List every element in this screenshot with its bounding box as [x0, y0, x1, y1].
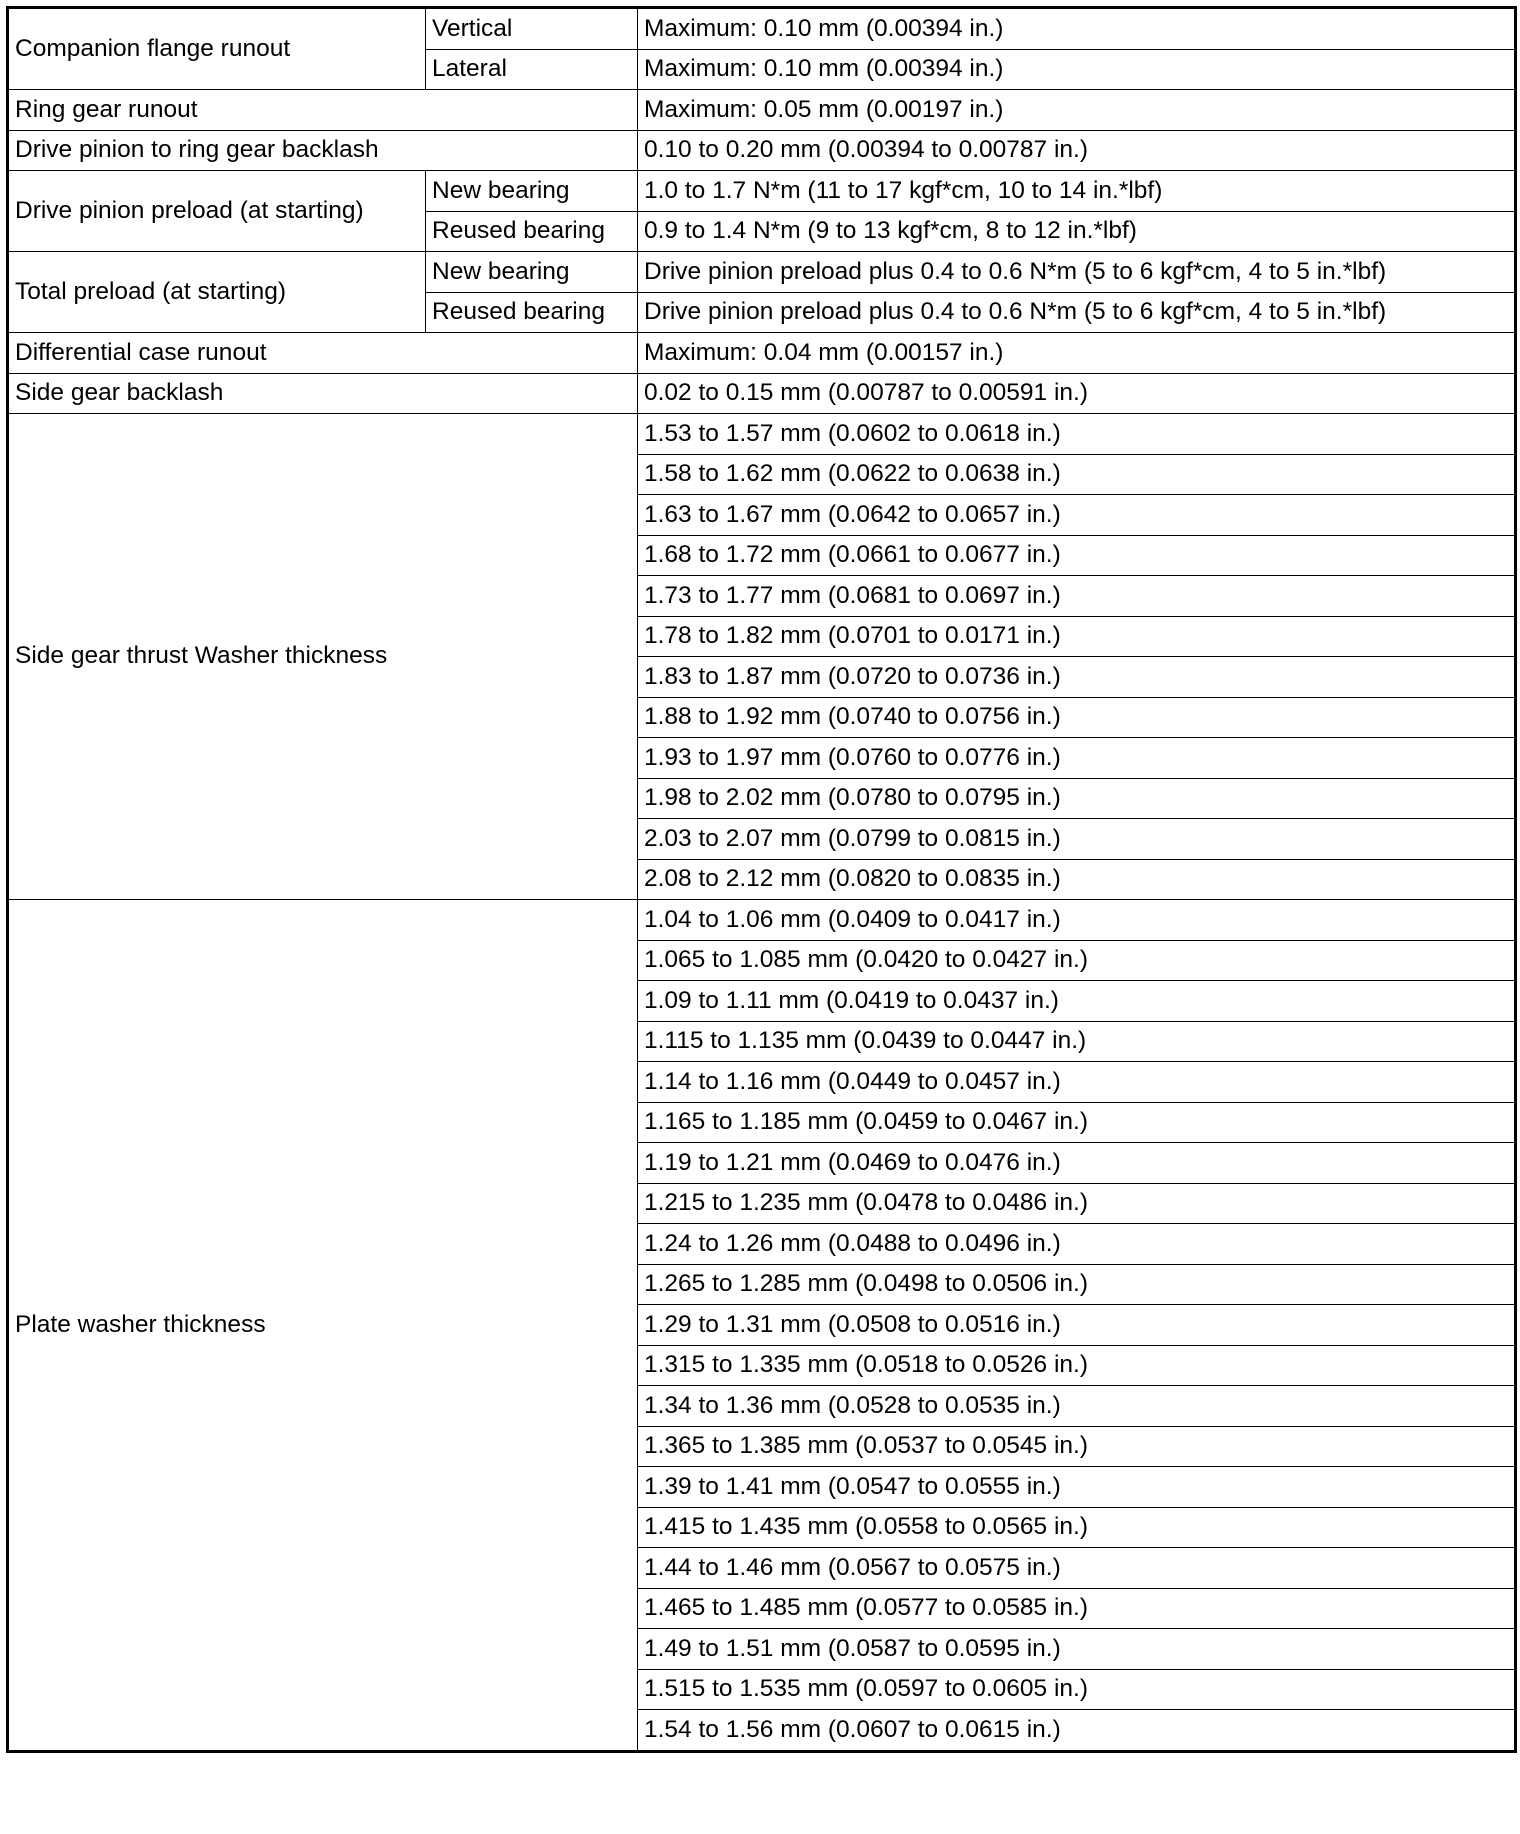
table-row — [8, 900, 1516, 941]
item-label: Side gear backlash — [8, 373, 638, 414]
spec-value: 1.065 to 1.085 mm (0.0420 to 0.0427 in.) — [638, 940, 1516, 981]
condition-label: Reused bearing — [426, 292, 638, 333]
item-label: Companion flange runout — [8, 8, 426, 90]
spec-value: 1.515 to 1.535 mm (0.0597 to 0.0605 in.) — [638, 1669, 1516, 1710]
spec-value: 1.53 to 1.57 mm (0.0602 to 0.0618 in.) — [638, 414, 1516, 455]
item-label: Side gear thrust Washer thickness — [8, 414, 638, 900]
item-label: Drive pinion preload (at starting) — [8, 171, 426, 252]
spec-value: Maximum: 0.10 mm (0.00394 in.) — [638, 8, 1516, 50]
spec-value: 0.02 to 0.15 mm (0.00787 to 0.00591 in.) — [638, 373, 1516, 414]
spec-value: 1.83 to 1.87 mm (0.0720 to 0.0736 in.) — [638, 657, 1516, 698]
spec-value: 1.44 to 1.46 mm (0.0567 to 0.0575 in.) — [638, 1548, 1516, 1589]
condition-label: New bearing — [426, 171, 638, 212]
spec-value: Maximum: 0.04 mm (0.00157 in.) — [638, 333, 1516, 374]
table-row — [8, 333, 1516, 374]
spec-value: 1.58 to 1.62 mm (0.0622 to 0.0638 in.) — [638, 454, 1516, 495]
spec-value: Drive pinion preload plus 0.4 to 0.6 N*m (5 to 6 kgf*cm, 4 to 5 in.*lbf) — [638, 292, 1516, 333]
spec-value: 1.39 to 1.41 mm (0.0547 to 0.0555 in.) — [638, 1467, 1516, 1508]
item-label: Differential case runout — [8, 333, 638, 374]
spec-value: 1.88 to 1.92 mm (0.0740 to 0.0756 in.) — [638, 697, 1516, 738]
spec-value: 1.14 to 1.16 mm (0.0449 to 0.0457 in.) — [638, 1062, 1516, 1103]
spec-value: Maximum: 0.10 mm (0.00394 in.) — [638, 49, 1516, 90]
condition-label: Lateral — [426, 49, 638, 90]
spec-value: 1.465 to 1.485 mm (0.0577 to 0.0585 in.) — [638, 1588, 1516, 1629]
spec-value: 1.19 to 1.21 mm (0.0469 to 0.0476 in.) — [638, 1143, 1516, 1184]
spec-value: 1.68 to 1.72 mm (0.0661 to 0.0677 in.) — [638, 535, 1516, 576]
spec-value: Maximum: 0.05 mm (0.00197 in.) — [638, 90, 1516, 131]
spec-value: 1.115 to 1.135 mm (0.0439 to 0.0447 in.) — [638, 1021, 1516, 1062]
spec-value: 1.24 to 1.26 mm (0.0488 to 0.0496 in.) — [638, 1224, 1516, 1265]
spec-value: Drive pinion preload plus 0.4 to 0.6 N*m (5 to 6 kgf*cm, 4 to 5 in.*lbf) — [638, 252, 1516, 293]
table-row — [8, 8, 1516, 50]
table-row — [8, 414, 1516, 455]
spec-value: 1.04 to 1.06 mm (0.0409 to 0.0417 in.) — [638, 900, 1516, 941]
spec-value: 1.93 to 1.97 mm (0.0760 to 0.0776 in.) — [638, 738, 1516, 779]
spec-value: 0.10 to 0.20 mm (0.00394 to 0.00787 in.) — [638, 130, 1516, 171]
item-label: Ring gear runout — [8, 90, 638, 131]
spec-value: 2.03 to 2.07 mm (0.0799 to 0.0815 in.) — [638, 819, 1516, 860]
condition-label: Reused bearing — [426, 211, 638, 252]
spec-value: 1.365 to 1.385 mm (0.0537 to 0.0545 in.) — [638, 1426, 1516, 1467]
table-row — [8, 90, 1516, 131]
item-label: Drive pinion to ring gear backlash — [8, 130, 638, 171]
table-row — [8, 171, 1516, 212]
spec-value: 1.315 to 1.335 mm (0.0518 to 0.0526 in.) — [638, 1345, 1516, 1386]
spec-value: 1.29 to 1.31 mm (0.0508 to 0.0516 in.) — [638, 1305, 1516, 1346]
spec-value: 1.265 to 1.285 mm (0.0498 to 0.0506 in.) — [638, 1264, 1516, 1305]
table-row — [8, 130, 1516, 171]
spec-value: 1.73 to 1.77 mm (0.0681 to 0.0697 in.) — [638, 576, 1516, 617]
spec-value: 1.415 to 1.435 mm (0.0558 to 0.0565 in.) — [638, 1507, 1516, 1548]
specification-table — [6, 6, 1517, 1753]
spec-value: 1.34 to 1.36 mm (0.0528 to 0.0535 in.) — [638, 1386, 1516, 1427]
condition-label: New bearing — [426, 252, 638, 293]
spec-value: 1.49 to 1.51 mm (0.0587 to 0.0595 in.) — [638, 1629, 1516, 1670]
spec-value: 0.9 to 1.4 N*m (9 to 13 kgf*cm, 8 to 12 in.*lbf) — [638, 211, 1516, 252]
item-label: Plate washer thickness — [8, 900, 638, 1752]
spec-value: 1.0 to 1.7 N*m (11 to 17 kgf*cm, 10 to 14 in.*lbf) — [638, 171, 1516, 212]
spec-value: 1.09 to 1.11 mm (0.0419 to 0.0437 in.) — [638, 981, 1516, 1022]
table-row — [8, 373, 1516, 414]
spec-value: 1.215 to 1.235 mm (0.0478 to 0.0486 in.) — [638, 1183, 1516, 1224]
condition-label: Vertical — [426, 8, 638, 50]
item-label: Total preload (at starting) — [8, 252, 426, 333]
spec-value: 2.08 to 2.12 mm (0.0820 to 0.0835 in.) — [638, 859, 1516, 900]
spec-value: 1.54 to 1.56 mm (0.0607 to 0.0615 in.) — [638, 1710, 1516, 1752]
table-row — [8, 252, 1516, 293]
spec-value: 1.63 to 1.67 mm (0.0642 to 0.0657 in.) — [638, 495, 1516, 536]
spec-value: 1.78 to 1.82 mm (0.0701 to 0.0171 in.) — [638, 616, 1516, 657]
spec-value: 1.98 to 2.02 mm (0.0780 to 0.0795 in.) — [638, 778, 1516, 819]
spec-value: 1.165 to 1.185 mm (0.0459 to 0.0467 in.) — [638, 1102, 1516, 1143]
